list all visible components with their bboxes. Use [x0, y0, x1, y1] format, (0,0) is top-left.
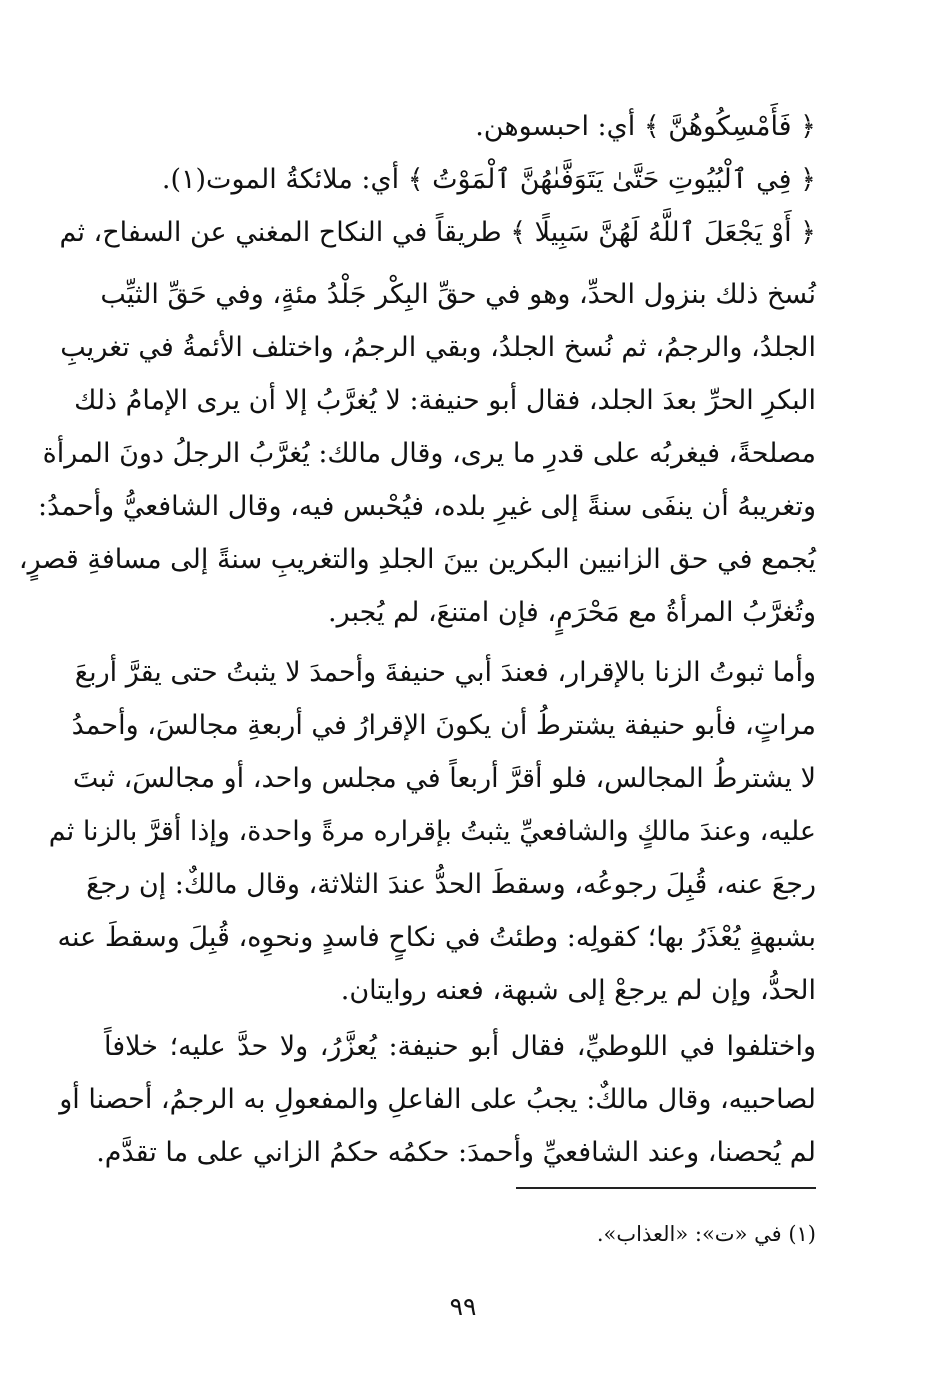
footnote-separator [516, 1187, 816, 1189]
text-line: وتُغرَّبُ المرأةُ مع مَحْرَمٍ، فإن امتنعَ، لم يُجبر. [328, 597, 816, 628]
text-line: مصلحةً، فيغربُه على قدرِ ما يرى، وقال مالك: يُغرَّبُ الرجلُ دونَ المرأة [42, 438, 816, 469]
text-line: لم يُحصنا، وعند الشافعيِّ وأحمدَ: حكمُه حكمُ الزاني على ما تقدَّم. [96, 1137, 816, 1168]
text-line: نُسخ ذلك بنزول الحدِّ، وهو في حقِّ البِكْر جَلْدُ مئةٍ، وفي حَقِّ الثيِّب [100, 279, 816, 310]
page-number: ٩٩ [449, 1292, 477, 1321]
text-line: لا يشترطُ المجالس، فلو أقرَّ أربعاً في مجلس واحد، أو مجالسَ، ثبتَ [72, 763, 816, 794]
verse-line: ﴿ فِي ٱلْبُيُوتِ حَتَّىٰ يَتَوَفَّىٰهُنَّ ٱلْمَوْتُ ﴾ أي: ملائكةُ الموت(١). [161, 164, 816, 195]
text-line: رجعَ عنه، قُبِلَ رجوعُه، وسقطَ الحدُّ عندَ الثلاثة، وقال مالكٌ: إن رجعَ [86, 869, 816, 900]
text-line: لصاحبيه، وقال مالكٌ: يجبُ على الفاعلِ والمفعولِ به الرجمُ، أحصنا أو [59, 1084, 816, 1115]
text-line: الجلدُ، والرجمُ، ثم نُسخ الجلدُ، وبقي الرجمُ، واختلف الأئمةُ في تغريبِ [60, 332, 816, 363]
text-line: واختلفوا في اللوطيِّ، فقال أبو حنيفة: يُعزَّرُ، ولا حدَّ عليه؛ خلافاً [104, 1031, 816, 1062]
paragraph-2 [48, 646, 816, 1017]
verse-line: ﴿ فَأَمْسِكُوهُنَّ ﴾ أي: احبسوهن. [475, 111, 816, 142]
text-line: عليه، وعندَ مالكٍ والشافعيِّ يثبتُ بإقراره مرةً واحدة، وإذا أقرَّ بالزنا ثم [48, 816, 816, 847]
text-line: الحدُّ، وإن لم يرجعْ إلى شبهة، فعنه روايتان. [340, 975, 816, 1006]
verse-block [59, 100, 816, 259]
text-line: يُجمع في حق الزانيين البكرين بينَ الجلدِ والتغريبِ سنةً إلى مسافةِ قصرٍ، [18, 544, 816, 575]
paragraph-3 [59, 1020, 816, 1179]
text-line: البكرِ الحرِّ بعدَ الجلد، فقال أبو حنيفة: لا يُغرَّبُ إلا أن يرى الإمامُ ذلك [74, 385, 816, 416]
paragraph-1 [18, 268, 816, 639]
text-line: بشبهةٍ يُعْذَرُ بها؛ كقولِه: وطئتُ في نكاحٍ فاسدٍ ونحوِه، قُبِلَ وسقطَ عنه [57, 922, 816, 953]
footnote: (١) في «ت»: «العذاب». [596, 1222, 816, 1246]
verse-line: ﴿ أَوْ يَجْعَلَ ٱللَّهُ لَهُنَّ سَبِيلًا ﴾ طريقاً في النكاح المغني عن السفاح، ثم [59, 217, 816, 248]
text-line: وتغريبهُ أن ينفَى سنةً إلى غيرِ بلده، فيُحْبس فيه، وقال الشافعيُّ وأحمدُ: [38, 491, 816, 522]
text-line: مراتٍ، فأبو حنيفة يشترطُ أن يكونَ الإقرارُ في أربعةِ مجالسَ، وأحمدُ [71, 710, 816, 741]
text-line: وأما ثبوتُ الزنا بالإقرار، فعندَ أبي حنيفةَ وأحمدَ لا يثبتُ حتى يقرَّ أربعَ [74, 657, 816, 688]
